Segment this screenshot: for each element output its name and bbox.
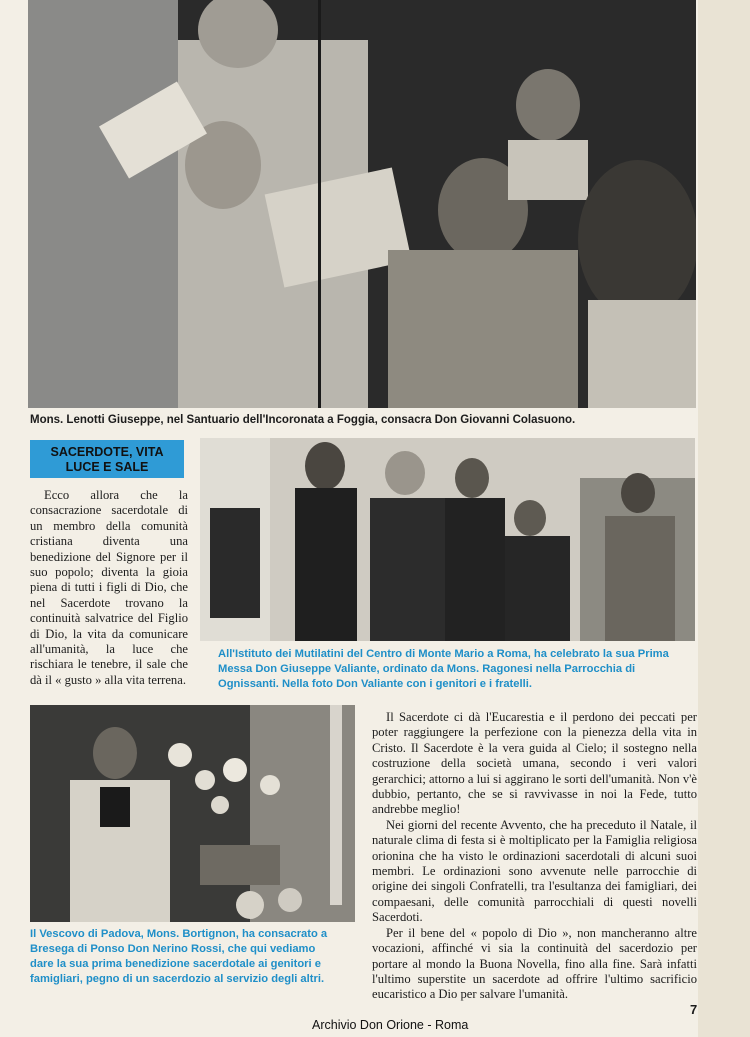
top-photo-caption: Mons. Lenotti Giuseppe, nel Santuario dell'Incoronata a Foggia, consacra Don Giovanni Colasuono. [30, 414, 576, 426]
top-photo [28, 0, 696, 408]
article-paragraph-1: Il Sacerdote ci dà l'Eucarestia e il perdono dei peccati per poter raggiungere la perfezione con la pienezza della vita in Cristo. Il Sacerdote è la vera guida al Cielo; il sostegno nella costruzione della società umana, secondo i veri valori gerarchici; attorno a lui si aggirano le sorti dell'umanità. Non v'è dubbio, pertanto, che se si ravvivasse in noi la Fede, tutto andrebbe meglio! [372, 710, 697, 817]
ordination-scene-image [28, 0, 696, 408]
middle-photo-caption: All'Istituto dei Mutilatini del Centro di Monte Mario a Roma, ha celebrato la sua Prima Messa Don Giuseppe Valiante, ordinato da Mons. Ragonesi nella Parrocchia di Ognissanti. Nella foto Don Valiante con i genitori e i fratelli. [218, 648, 669, 690]
article-paragraph-3: Per il bene del « popolo di Dio », non mancheranno altre vocazioni, affinché vi sia la continuità del sacerdozio per portare al mondo la Buona Novella, fino alla fine. Sarà infatti l'ultimo superstite un sacerdote ad offrire l'ultimo sacrificio eucaristico a Dio per salvare l'umanità. [372, 925, 697, 1002]
article-body [372, 710, 697, 1003]
section-title-line1: SACERDOTE, VITA [50, 445, 164, 459]
bottom-photo-caption: Il Vescovo di Padova, Mons. Bortignon, ha consacrato a Bresega di Ponso Don Nerino Rossi, che qui vediamo dare la sua prima benedizione sacerdotale ai genitori e famigliari, pegno di un sacerdozio al servizio degli altri. [30, 928, 328, 985]
middle-photo [200, 438, 695, 641]
section-title-line2: LUCE E SALE [65, 460, 149, 474]
blessing-photo-image [30, 705, 355, 922]
page-edge [698, 0, 750, 1037]
archive-footer: Archivio Don Orione - Roma [312, 1018, 469, 1032]
family-photo-image [200, 438, 695, 641]
section-title-box [30, 440, 184, 478]
article-paragraph-2: Nei giorni del recente Avvento, che ha preceduto il Natale, il naturale clima di festa si è moltiplicato per la Famiglia religiosa orionina che ha visto le ordinazioni sacerdotali di alcuni suoi membri. Le ordinazioni sono avvenute nelle parrocchie di origine dei singoli Confratelli, tra l'esultanza dei famigliari, dei compaesani, delle comunità parrocchiali di questi novelli Sacerdoti. [372, 817, 697, 925]
bottom-photo [30, 705, 355, 922]
page-number: 7 [690, 1002, 698, 1017]
section-intro [30, 488, 188, 688]
intro-paragraph: Ecco allora che la consacrazione sacerdotale di un membro della comunità cristiana diventa una benedizione del Signore per il suo popolo; diventa la gioia piena di tutti i figli di Dio, che nel Sacerdote trovano la continuità salvatrice del Figlio di Dio, la vita da comunicare all'umanità, la luce che rischiara le tenebre, il sale che dà il « gusto » alla vita terrena. [30, 488, 188, 687]
